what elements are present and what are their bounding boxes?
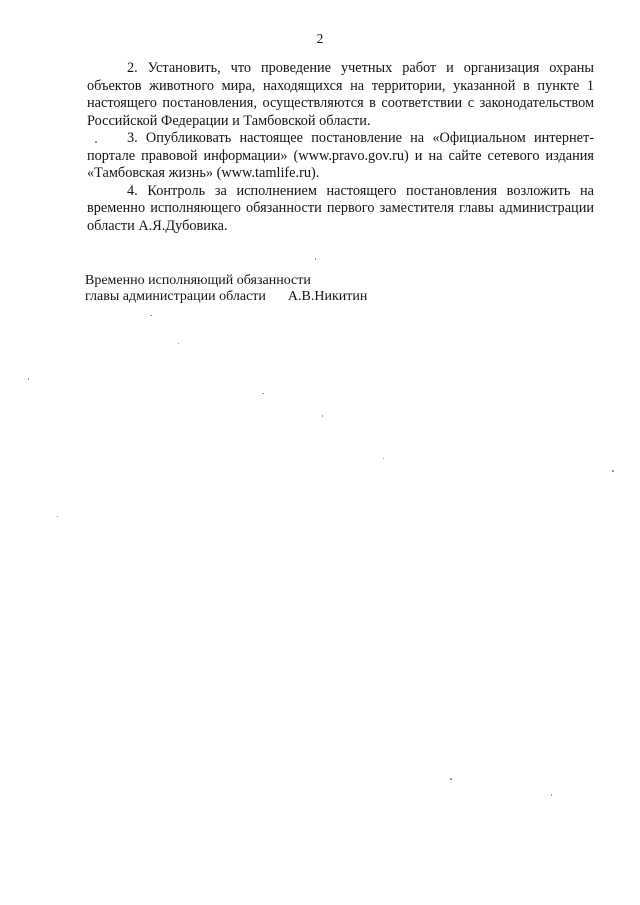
scan-speck: [322, 415, 323, 417]
scan-speck: [57, 516, 58, 517]
scan-speck: [383, 458, 384, 459]
signatory-position-line-2: [85, 289, 367, 305]
paragraph-3-publication: 3. Опубликовать настоящее постановление на «Официальном интернет-портале правовой информации» (www.pravo.gov.ru) и на сайте сетевого издания «Тамбовская жизнь» (www.tamlife.ru).: [87, 130, 594, 181]
scan-speck: [178, 343, 179, 344]
page-number: 2: [316, 31, 324, 46]
scan-speck: [95, 141, 97, 143]
scan-speck: [315, 258, 316, 260]
signatory-name: А.В.Никитин: [287, 289, 368, 304]
scan-speck: [28, 378, 29, 380]
scan-speck: [551, 794, 552, 796]
scan-speck: [612, 470, 614, 472]
scan-speck: [262, 393, 264, 394]
signatory-position-text: главы администрации области: [85, 289, 266, 304]
signature-block: [85, 273, 367, 305]
paragraph-4-control: 4. Контроль за исполнением настоящего постановления возложить на временно исполняющего обязанности первого заместителя главы администрации области А.Я.Дубовика.: [87, 182, 594, 234]
signatory-position-line-1: Временно исполняющий обязанности: [85, 273, 311, 288]
scan-speck: [150, 315, 152, 316]
paragraph-2-accounting-work: 2. Установить, что проведение учетных работ и организация охраны объектов животного мира, находящихся на территории, указанной в пункте 1 настоящего постановления, осуществляются в соответствии с законодательством Российской Федерации и Тамбовской области.: [87, 60, 594, 129]
scan-speck: [450, 778, 452, 780]
document-body: [87, 60, 594, 235]
